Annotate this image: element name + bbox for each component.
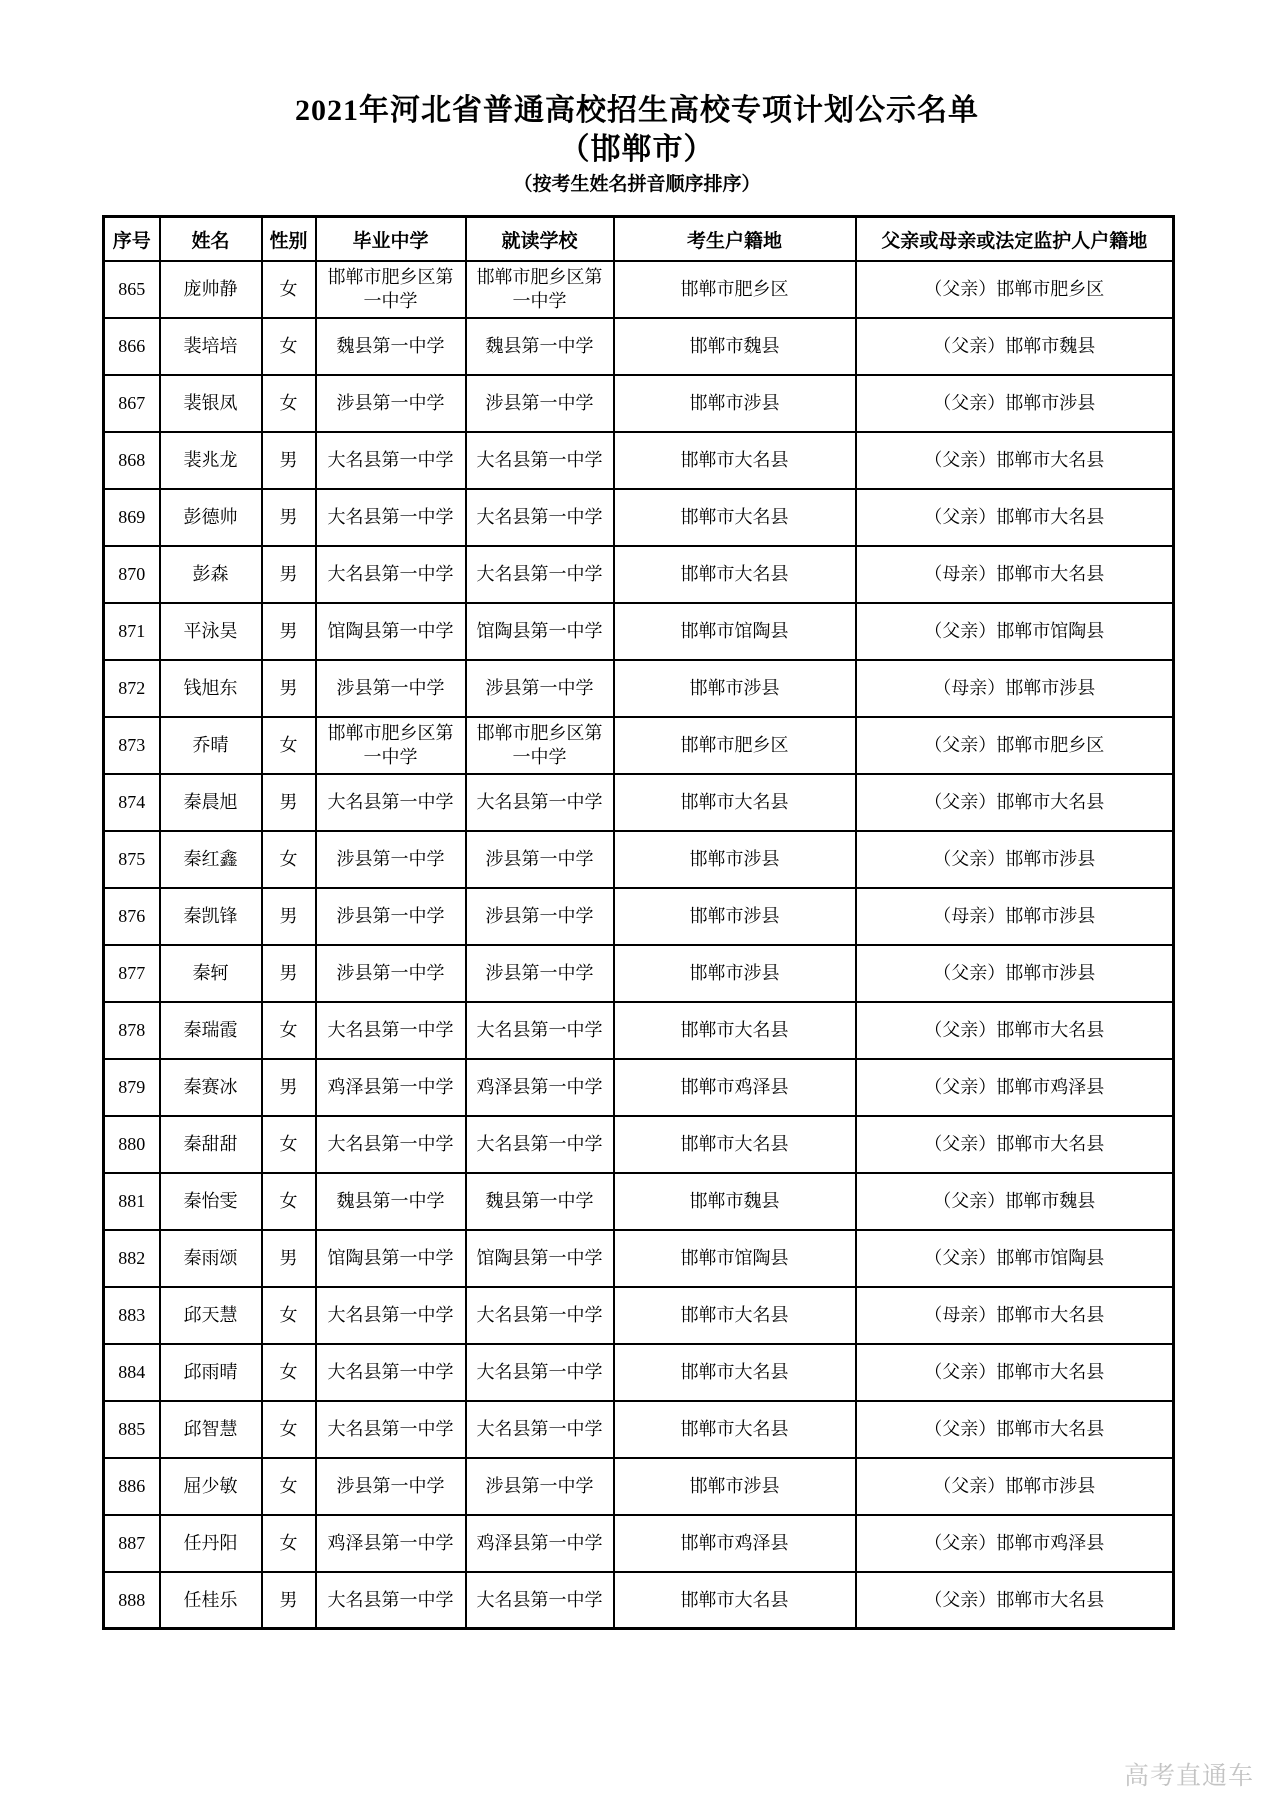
cell-name: 庞帅静 bbox=[160, 261, 262, 318]
table-row bbox=[104, 1002, 1174, 1059]
cell-graduate-school: 涉县第一中学 bbox=[316, 945, 466, 1002]
cell-index: 867 bbox=[104, 375, 160, 432]
cell-gender: 男 bbox=[262, 1059, 316, 1116]
cell-current-school: 馆陶县第一中学 bbox=[466, 1230, 614, 1287]
cell-graduate-school: 涉县第一中学 bbox=[316, 831, 466, 888]
cell-graduate-school: 邯郸市肥乡区第一中学 bbox=[316, 717, 466, 774]
cell-candidate-registration: 邯郸市大名县 bbox=[614, 1401, 856, 1458]
cell-name: 秦红鑫 bbox=[160, 831, 262, 888]
cell-name: 邱智慧 bbox=[160, 1401, 262, 1458]
page-sort-note: （按考生姓名拼音顺序排序） bbox=[513, 173, 761, 195]
header-row bbox=[104, 217, 1174, 261]
table-row bbox=[104, 489, 1174, 546]
table-row bbox=[104, 1287, 1174, 1344]
table-row bbox=[104, 1230, 1174, 1287]
cell-index: 874 bbox=[104, 774, 160, 831]
cell-candidate-registration: 邯郸市大名县 bbox=[614, 546, 856, 603]
cell-gender: 女 bbox=[262, 1173, 316, 1230]
cell-index: 878 bbox=[104, 1002, 160, 1059]
cell-index: 883 bbox=[104, 1287, 160, 1344]
cell-current-school: 大名县第一中学 bbox=[466, 1287, 614, 1344]
cell-index: 885 bbox=[104, 1401, 160, 1458]
cell-current-school: 鸡泽县第一中学 bbox=[466, 1059, 614, 1116]
cell-index: 886 bbox=[104, 1458, 160, 1515]
cell-graduate-school: 大名县第一中学 bbox=[316, 1002, 466, 1059]
cell-guardian-registration: （父亲）邯郸市肥乡区 bbox=[856, 717, 1174, 774]
watermark: 高考直通车 bbox=[1123, 1762, 1254, 1790]
cell-candidate-registration: 邯郸市馆陶县 bbox=[614, 1230, 856, 1287]
cell-candidate-registration: 邯郸市魏县 bbox=[614, 1173, 856, 1230]
table-row bbox=[104, 1401, 1174, 1458]
cell-name: 秦雨颂 bbox=[160, 1230, 262, 1287]
col-header-graduate-school: 毕业中学 bbox=[316, 217, 466, 261]
cell-index: 887 bbox=[104, 1515, 160, 1572]
cell-guardian-registration: （父亲）邯郸市大名县 bbox=[856, 1002, 1174, 1059]
cell-candidate-registration: 邯郸市大名县 bbox=[614, 774, 856, 831]
col-header-candidate-registration: 考生户籍地 bbox=[614, 217, 856, 261]
cell-guardian-registration: （父亲）邯郸市涉县 bbox=[856, 945, 1174, 1002]
cell-graduate-school: 魏县第一中学 bbox=[316, 318, 466, 375]
cell-gender: 女 bbox=[262, 1002, 316, 1059]
cell-guardian-registration: （父亲）邯郸市大名县 bbox=[856, 1344, 1174, 1401]
cell-guardian-registration: （父亲）邯郸市魏县 bbox=[856, 318, 1174, 375]
cell-current-school: 大名县第一中学 bbox=[466, 489, 614, 546]
cell-gender: 女 bbox=[262, 1287, 316, 1344]
cell-name: 裴培培 bbox=[160, 318, 262, 375]
cell-graduate-school: 大名县第一中学 bbox=[316, 774, 466, 831]
col-header-name: 姓名 bbox=[160, 217, 262, 261]
cell-index: 870 bbox=[104, 546, 160, 603]
cell-current-school: 大名县第一中学 bbox=[466, 1572, 614, 1629]
cell-candidate-registration: 邯郸市涉县 bbox=[614, 888, 856, 945]
cell-current-school: 大名县第一中学 bbox=[466, 1116, 614, 1173]
cell-candidate-registration: 邯郸市鸡泽县 bbox=[614, 1059, 856, 1116]
cell-current-school: 邯郸市肥乡区第一中学 bbox=[466, 261, 614, 318]
cell-index: 872 bbox=[104, 660, 160, 717]
cell-name: 屈少敏 bbox=[160, 1458, 262, 1515]
cell-guardian-registration: （母亲）邯郸市涉县 bbox=[856, 660, 1174, 717]
cell-graduate-school: 大名县第一中学 bbox=[316, 1401, 466, 1458]
cell-current-school: 大名县第一中学 bbox=[466, 546, 614, 603]
table-row bbox=[104, 717, 1174, 774]
cell-name: 彭森 bbox=[160, 546, 262, 603]
cell-graduate-school: 大名县第一中学 bbox=[316, 1116, 466, 1173]
cell-current-school: 馆陶县第一中学 bbox=[466, 603, 614, 660]
cell-candidate-registration: 邯郸市大名县 bbox=[614, 1572, 856, 1629]
cell-current-school: 大名县第一中学 bbox=[466, 774, 614, 831]
cell-guardian-registration: （父亲）邯郸市鸡泽县 bbox=[856, 1515, 1174, 1572]
cell-name: 任桂乐 bbox=[160, 1572, 262, 1629]
cell-index: 868 bbox=[104, 432, 160, 489]
cell-name: 钱旭东 bbox=[160, 660, 262, 717]
cell-gender: 女 bbox=[262, 1116, 316, 1173]
cell-gender: 男 bbox=[262, 774, 316, 831]
cell-candidate-registration: 邯郸市大名县 bbox=[614, 1287, 856, 1344]
cell-guardian-registration: （父亲）邯郸市大名县 bbox=[856, 432, 1174, 489]
cell-guardian-registration: （父亲）邯郸市大名县 bbox=[856, 1572, 1174, 1629]
cell-index: 873 bbox=[104, 717, 160, 774]
table-row bbox=[104, 1116, 1174, 1173]
cell-guardian-registration: （父亲）邯郸市大名县 bbox=[856, 1116, 1174, 1173]
cell-current-school: 大名县第一中学 bbox=[466, 1002, 614, 1059]
cell-gender: 男 bbox=[262, 1572, 316, 1629]
cell-graduate-school: 鸡泽县第一中学 bbox=[316, 1059, 466, 1116]
cell-candidate-registration: 邯郸市涉县 bbox=[614, 831, 856, 888]
table-row bbox=[104, 831, 1174, 888]
cell-index: 875 bbox=[104, 831, 160, 888]
cell-gender: 女 bbox=[262, 318, 316, 375]
cell-guardian-registration: （父亲）邯郸市涉县 bbox=[856, 1458, 1174, 1515]
cell-name: 秦瑞霞 bbox=[160, 1002, 262, 1059]
cell-current-school: 魏县第一中学 bbox=[466, 318, 614, 375]
cell-graduate-school: 大名县第一中学 bbox=[316, 1287, 466, 1344]
cell-name: 乔晴 bbox=[160, 717, 262, 774]
table-row bbox=[104, 1572, 1174, 1629]
cell-name: 秦轲 bbox=[160, 945, 262, 1002]
cell-graduate-school: 大名县第一中学 bbox=[316, 432, 466, 489]
table-row bbox=[104, 1458, 1174, 1515]
cell-gender: 女 bbox=[262, 1458, 316, 1515]
cell-guardian-registration: （父亲）邯郸市馆陶县 bbox=[856, 603, 1174, 660]
table-row bbox=[104, 375, 1174, 432]
cell-current-school: 大名县第一中学 bbox=[466, 1401, 614, 1458]
cell-index: 884 bbox=[104, 1344, 160, 1401]
cell-graduate-school: 馆陶县第一中学 bbox=[316, 603, 466, 660]
cell-index: 879 bbox=[104, 1059, 160, 1116]
cell-current-school: 涉县第一中学 bbox=[466, 945, 614, 1002]
cell-gender: 男 bbox=[262, 489, 316, 546]
table-row bbox=[104, 432, 1174, 489]
cell-index: 871 bbox=[104, 603, 160, 660]
cell-current-school: 涉县第一中学 bbox=[466, 375, 614, 432]
cell-name: 秦凯锋 bbox=[160, 888, 262, 945]
table-row bbox=[104, 1344, 1174, 1401]
cell-graduate-school: 大名县第一中学 bbox=[316, 1572, 466, 1629]
table-row bbox=[104, 1059, 1174, 1116]
table-row bbox=[104, 1515, 1174, 1572]
table-row bbox=[104, 261, 1174, 318]
cell-name: 裴兆龙 bbox=[160, 432, 262, 489]
page-title: 2021年河北省普通高校招生高校专项计划公示名单 bbox=[295, 94, 979, 127]
cell-current-school: 魏县第一中学 bbox=[466, 1173, 614, 1230]
col-header-gender: 性别 bbox=[262, 217, 316, 261]
cell-index: 881 bbox=[104, 1173, 160, 1230]
cell-candidate-registration: 邯郸市鸡泽县 bbox=[614, 1515, 856, 1572]
cell-name: 平泳昊 bbox=[160, 603, 262, 660]
col-header-guardian-registration: 父亲或母亲或法定监护人户籍地 bbox=[856, 217, 1174, 261]
col-header-index: 序号 bbox=[104, 217, 160, 261]
cell-guardian-registration: （父亲）邯郸市鸡泽县 bbox=[856, 1059, 1174, 1116]
cell-name: 秦赛冰 bbox=[160, 1059, 262, 1116]
cell-guardian-registration: （父亲）邯郸市涉县 bbox=[856, 375, 1174, 432]
cell-name: 裴银凤 bbox=[160, 375, 262, 432]
cell-candidate-registration: 邯郸市涉县 bbox=[614, 660, 856, 717]
cell-index: 876 bbox=[104, 888, 160, 945]
cell-name: 秦晨旭 bbox=[160, 774, 262, 831]
cell-name: 邱天慧 bbox=[160, 1287, 262, 1344]
cell-gender: 男 bbox=[262, 1230, 316, 1287]
cell-candidate-registration: 邯郸市大名县 bbox=[614, 432, 856, 489]
cell-graduate-school: 涉县第一中学 bbox=[316, 375, 466, 432]
cell-name: 任丹阳 bbox=[160, 1515, 262, 1572]
table-row bbox=[104, 660, 1174, 717]
cell-graduate-school: 涉县第一中学 bbox=[316, 888, 466, 945]
cell-current-school: 鸡泽县第一中学 bbox=[466, 1515, 614, 1572]
table-row bbox=[104, 318, 1174, 375]
page-subtitle-city: （邯郸市） bbox=[559, 132, 715, 166]
cell-candidate-registration: 邯郸市大名县 bbox=[614, 1344, 856, 1401]
cell-candidate-registration: 邯郸市肥乡区 bbox=[614, 717, 856, 774]
cell-guardian-registration: （母亲）邯郸市涉县 bbox=[856, 888, 1174, 945]
roster-table bbox=[102, 215, 1175, 1630]
cell-gender: 男 bbox=[262, 546, 316, 603]
cell-current-school: 大名县第一中学 bbox=[466, 1344, 614, 1401]
cell-current-school: 涉县第一中学 bbox=[466, 660, 614, 717]
cell-graduate-school: 大名县第一中学 bbox=[316, 1344, 466, 1401]
table-row bbox=[104, 603, 1174, 660]
cell-index: 888 bbox=[104, 1572, 160, 1629]
cell-candidate-registration: 邯郸市大名县 bbox=[614, 1116, 856, 1173]
table-row bbox=[104, 1173, 1174, 1230]
cell-graduate-school: 馆陶县第一中学 bbox=[316, 1230, 466, 1287]
cell-candidate-registration: 邯郸市涉县 bbox=[614, 945, 856, 1002]
cell-gender: 女 bbox=[262, 1515, 316, 1572]
cell-gender: 男 bbox=[262, 660, 316, 717]
cell-guardian-registration: （父亲）邯郸市涉县 bbox=[856, 831, 1174, 888]
cell-index: 865 bbox=[104, 261, 160, 318]
cell-graduate-school: 邯郸市肥乡区第一中学 bbox=[316, 261, 466, 318]
cell-gender: 女 bbox=[262, 717, 316, 774]
cell-graduate-school: 魏县第一中学 bbox=[316, 1173, 466, 1230]
cell-candidate-registration: 邯郸市魏县 bbox=[614, 318, 856, 375]
cell-gender: 男 bbox=[262, 603, 316, 660]
cell-guardian-registration: （父亲）邯郸市魏县 bbox=[856, 1173, 1174, 1230]
cell-current-school: 邯郸市肥乡区第一中学 bbox=[466, 717, 614, 774]
cell-gender: 女 bbox=[262, 375, 316, 432]
col-header-current-school: 就读学校 bbox=[466, 217, 614, 261]
table-row bbox=[104, 546, 1174, 603]
cell-gender: 男 bbox=[262, 888, 316, 945]
cell-name: 秦怡雯 bbox=[160, 1173, 262, 1230]
cell-candidate-registration: 邯郸市涉县 bbox=[614, 1458, 856, 1515]
cell-name: 邱雨晴 bbox=[160, 1344, 262, 1401]
cell-current-school: 涉县第一中学 bbox=[466, 831, 614, 888]
cell-graduate-school: 大名县第一中学 bbox=[316, 546, 466, 603]
table-row bbox=[104, 774, 1174, 831]
cell-graduate-school: 大名县第一中学 bbox=[316, 489, 466, 546]
cell-guardian-registration: （父亲）邯郸市大名县 bbox=[856, 489, 1174, 546]
cell-current-school: 大名县第一中学 bbox=[466, 432, 614, 489]
cell-index: 866 bbox=[104, 318, 160, 375]
cell-guardian-registration: （母亲）邯郸市大名县 bbox=[856, 1287, 1174, 1344]
cell-current-school: 涉县第一中学 bbox=[466, 888, 614, 945]
cell-index: 882 bbox=[104, 1230, 160, 1287]
cell-name: 秦甜甜 bbox=[160, 1116, 262, 1173]
cell-gender: 女 bbox=[262, 1344, 316, 1401]
cell-current-school: 涉县第一中学 bbox=[466, 1458, 614, 1515]
document-page bbox=[102, 0, 1172, 1630]
cell-candidate-registration: 邯郸市馆陶县 bbox=[614, 603, 856, 660]
table-row bbox=[104, 945, 1174, 1002]
table-row bbox=[104, 888, 1174, 945]
cell-name: 彭德帅 bbox=[160, 489, 262, 546]
cell-candidate-registration: 邯郸市涉县 bbox=[614, 375, 856, 432]
cell-guardian-registration: （父亲）邯郸市大名县 bbox=[856, 1401, 1174, 1458]
cell-guardian-registration: （父亲）邯郸市肥乡区 bbox=[856, 261, 1174, 318]
cell-index: 869 bbox=[104, 489, 160, 546]
cell-index: 877 bbox=[104, 945, 160, 1002]
cell-graduate-school: 鸡泽县第一中学 bbox=[316, 1515, 466, 1572]
cell-gender: 女 bbox=[262, 831, 316, 888]
cell-graduate-school: 涉县第一中学 bbox=[316, 660, 466, 717]
cell-candidate-registration: 邯郸市肥乡区 bbox=[614, 261, 856, 318]
cell-gender: 男 bbox=[262, 945, 316, 1002]
cell-gender: 女 bbox=[262, 1401, 316, 1458]
cell-index: 880 bbox=[104, 1116, 160, 1173]
cell-gender: 女 bbox=[262, 261, 316, 318]
cell-gender: 男 bbox=[262, 432, 316, 489]
cell-graduate-school: 涉县第一中学 bbox=[316, 1458, 466, 1515]
cell-guardian-registration: （父亲）邯郸市大名县 bbox=[856, 774, 1174, 831]
cell-candidate-registration: 邯郸市大名县 bbox=[614, 489, 856, 546]
cell-candidate-registration: 邯郸市大名县 bbox=[614, 1002, 856, 1059]
cell-guardian-registration: （母亲）邯郸市大名县 bbox=[856, 546, 1174, 603]
cell-guardian-registration: （父亲）邯郸市馆陶县 bbox=[856, 1230, 1174, 1287]
